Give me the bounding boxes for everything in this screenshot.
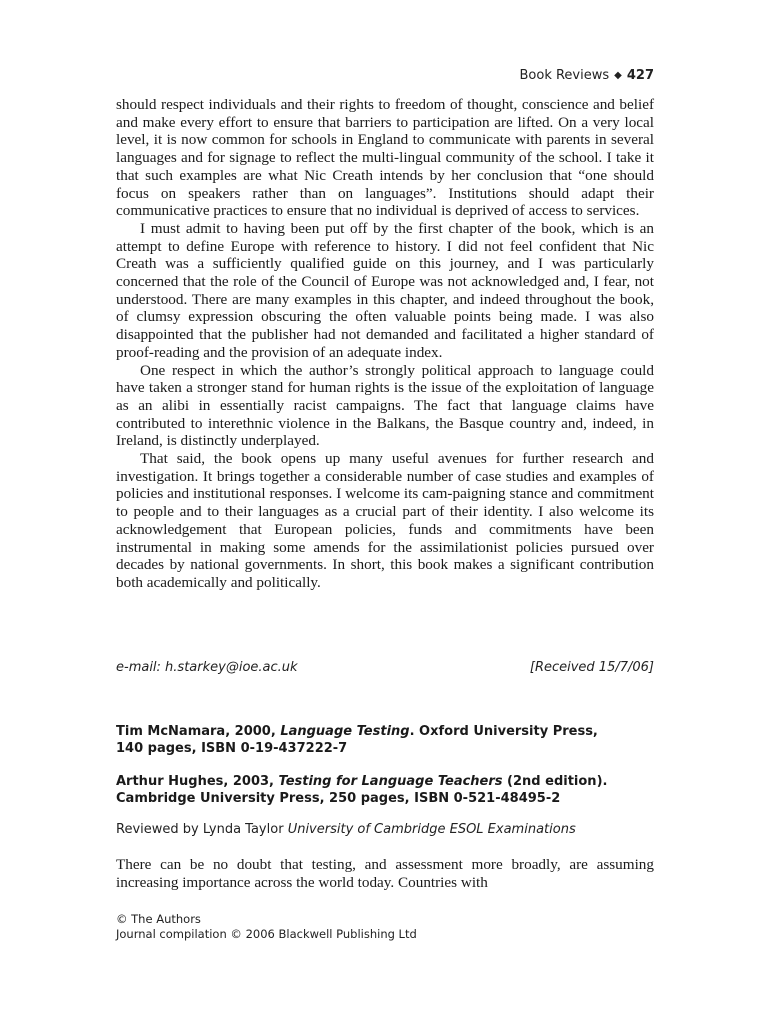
received-date: [Received 15/7/06] bbox=[529, 660, 654, 675]
book-details: Cambridge University Press, 250 pages, ISBN 0-521-48495-2 bbox=[116, 791, 561, 806]
reviewer-name: Reviewed by Lynda Taylor bbox=[116, 822, 284, 837]
book-details: . Oxford University Press, bbox=[409, 724, 598, 739]
paragraph: That said, the book opens up many useful avenues for further research and investigation. It brings together a considerable number of case studies and examples of policies and institutional responses. I welcome its cam-paigning stance and commitment to people and to their languages as a crucial part of their identity. I also welcome its acknowledgement that European policies, funds and commitments have been instrumental in making some amends for the assimilationist policies pursued over decades by national governments. In short, this book makes a significant contribution both academically and politically. bbox=[116, 450, 654, 591]
running-head-section: Book Reviews bbox=[519, 68, 610, 83]
book-author-year: Arthur Hughes, 2003, bbox=[116, 774, 274, 789]
page-number: 427 bbox=[626, 68, 654, 83]
paragraph: There can be no doubt that testing, and assessment more broadly, are assuming increasing importance across the world today. Countries with bbox=[116, 856, 654, 891]
copyright-line: © The Authors bbox=[116, 912, 201, 926]
running-head bbox=[520, 68, 655, 83]
review-body bbox=[116, 856, 654, 891]
book-details: (2nd edition). bbox=[502, 774, 608, 789]
reviewer-email: e-mail: h.starkey@ioe.ac.uk bbox=[116, 660, 298, 675]
book-reference bbox=[116, 773, 676, 807]
book-details: 140 pages, ISBN 0-19-437222-7 bbox=[116, 741, 348, 756]
diamond-separator-icon: ◆ bbox=[614, 70, 622, 81]
paragraph: One respect in which the author’s strongly political approach to language could have taken a stronger stand for human rights is the issue of the exploitation of language as an alibi in essentially racist campaigns. The fact that language claims have contributed to interethnic violence in the Balkans, the Basque country and, indeed, in Ireland, is distinctly underplayed. bbox=[116, 361, 654, 450]
paragraph: I must admit to having been put off by the first chapter of the book, which is an attempt to define Europe with reference to history. I did not feel confident that Nic Creath was a sufficiently qualified guide on this journey, and I was particularly concerned that the role of the Council of Europe was not acknowledged and, I fear, not understood. There are many examples in this chapter, and indeed throughout the book, of clumsy expression obscuring the often valuable points being made. I was also disappointed that the publisher had not demanded and facilitated a higher standard of proof-reading and the provision of an adequate index. bbox=[116, 219, 654, 361]
review-signoff bbox=[116, 660, 654, 675]
copyright-line: Journal compilation © 2006 Blackwell Publishing Ltd bbox=[116, 927, 417, 941]
reviewer-line bbox=[116, 822, 576, 837]
book-author-year: Tim McNamara, 2000, bbox=[116, 724, 276, 739]
reviewer-affiliation: University of Cambridge ESOL Examinations bbox=[287, 822, 576, 837]
book-title: Testing for Language Teachers bbox=[278, 774, 503, 789]
paragraph: should respect individuals and their rights to freedom of thought, conscience and belief and make every effort to ensure that barriers to participation are lifted. On a very local level, it is now common for schools in England to communicate with parents in several languages and for signage to reflect the multi-lingual community of the school. I take it that such examples are what Nic Creath intends by her conclusion that “one should focus on speakers rather than on languages”. Institutions should adapt their communicative practices to ensure that no individual is deprived of access to services. bbox=[116, 96, 654, 220]
copyright-notice bbox=[116, 912, 417, 942]
review-body bbox=[116, 96, 654, 592]
book-title: Language Testing bbox=[280, 724, 410, 739]
book-reference bbox=[116, 723, 676, 757]
